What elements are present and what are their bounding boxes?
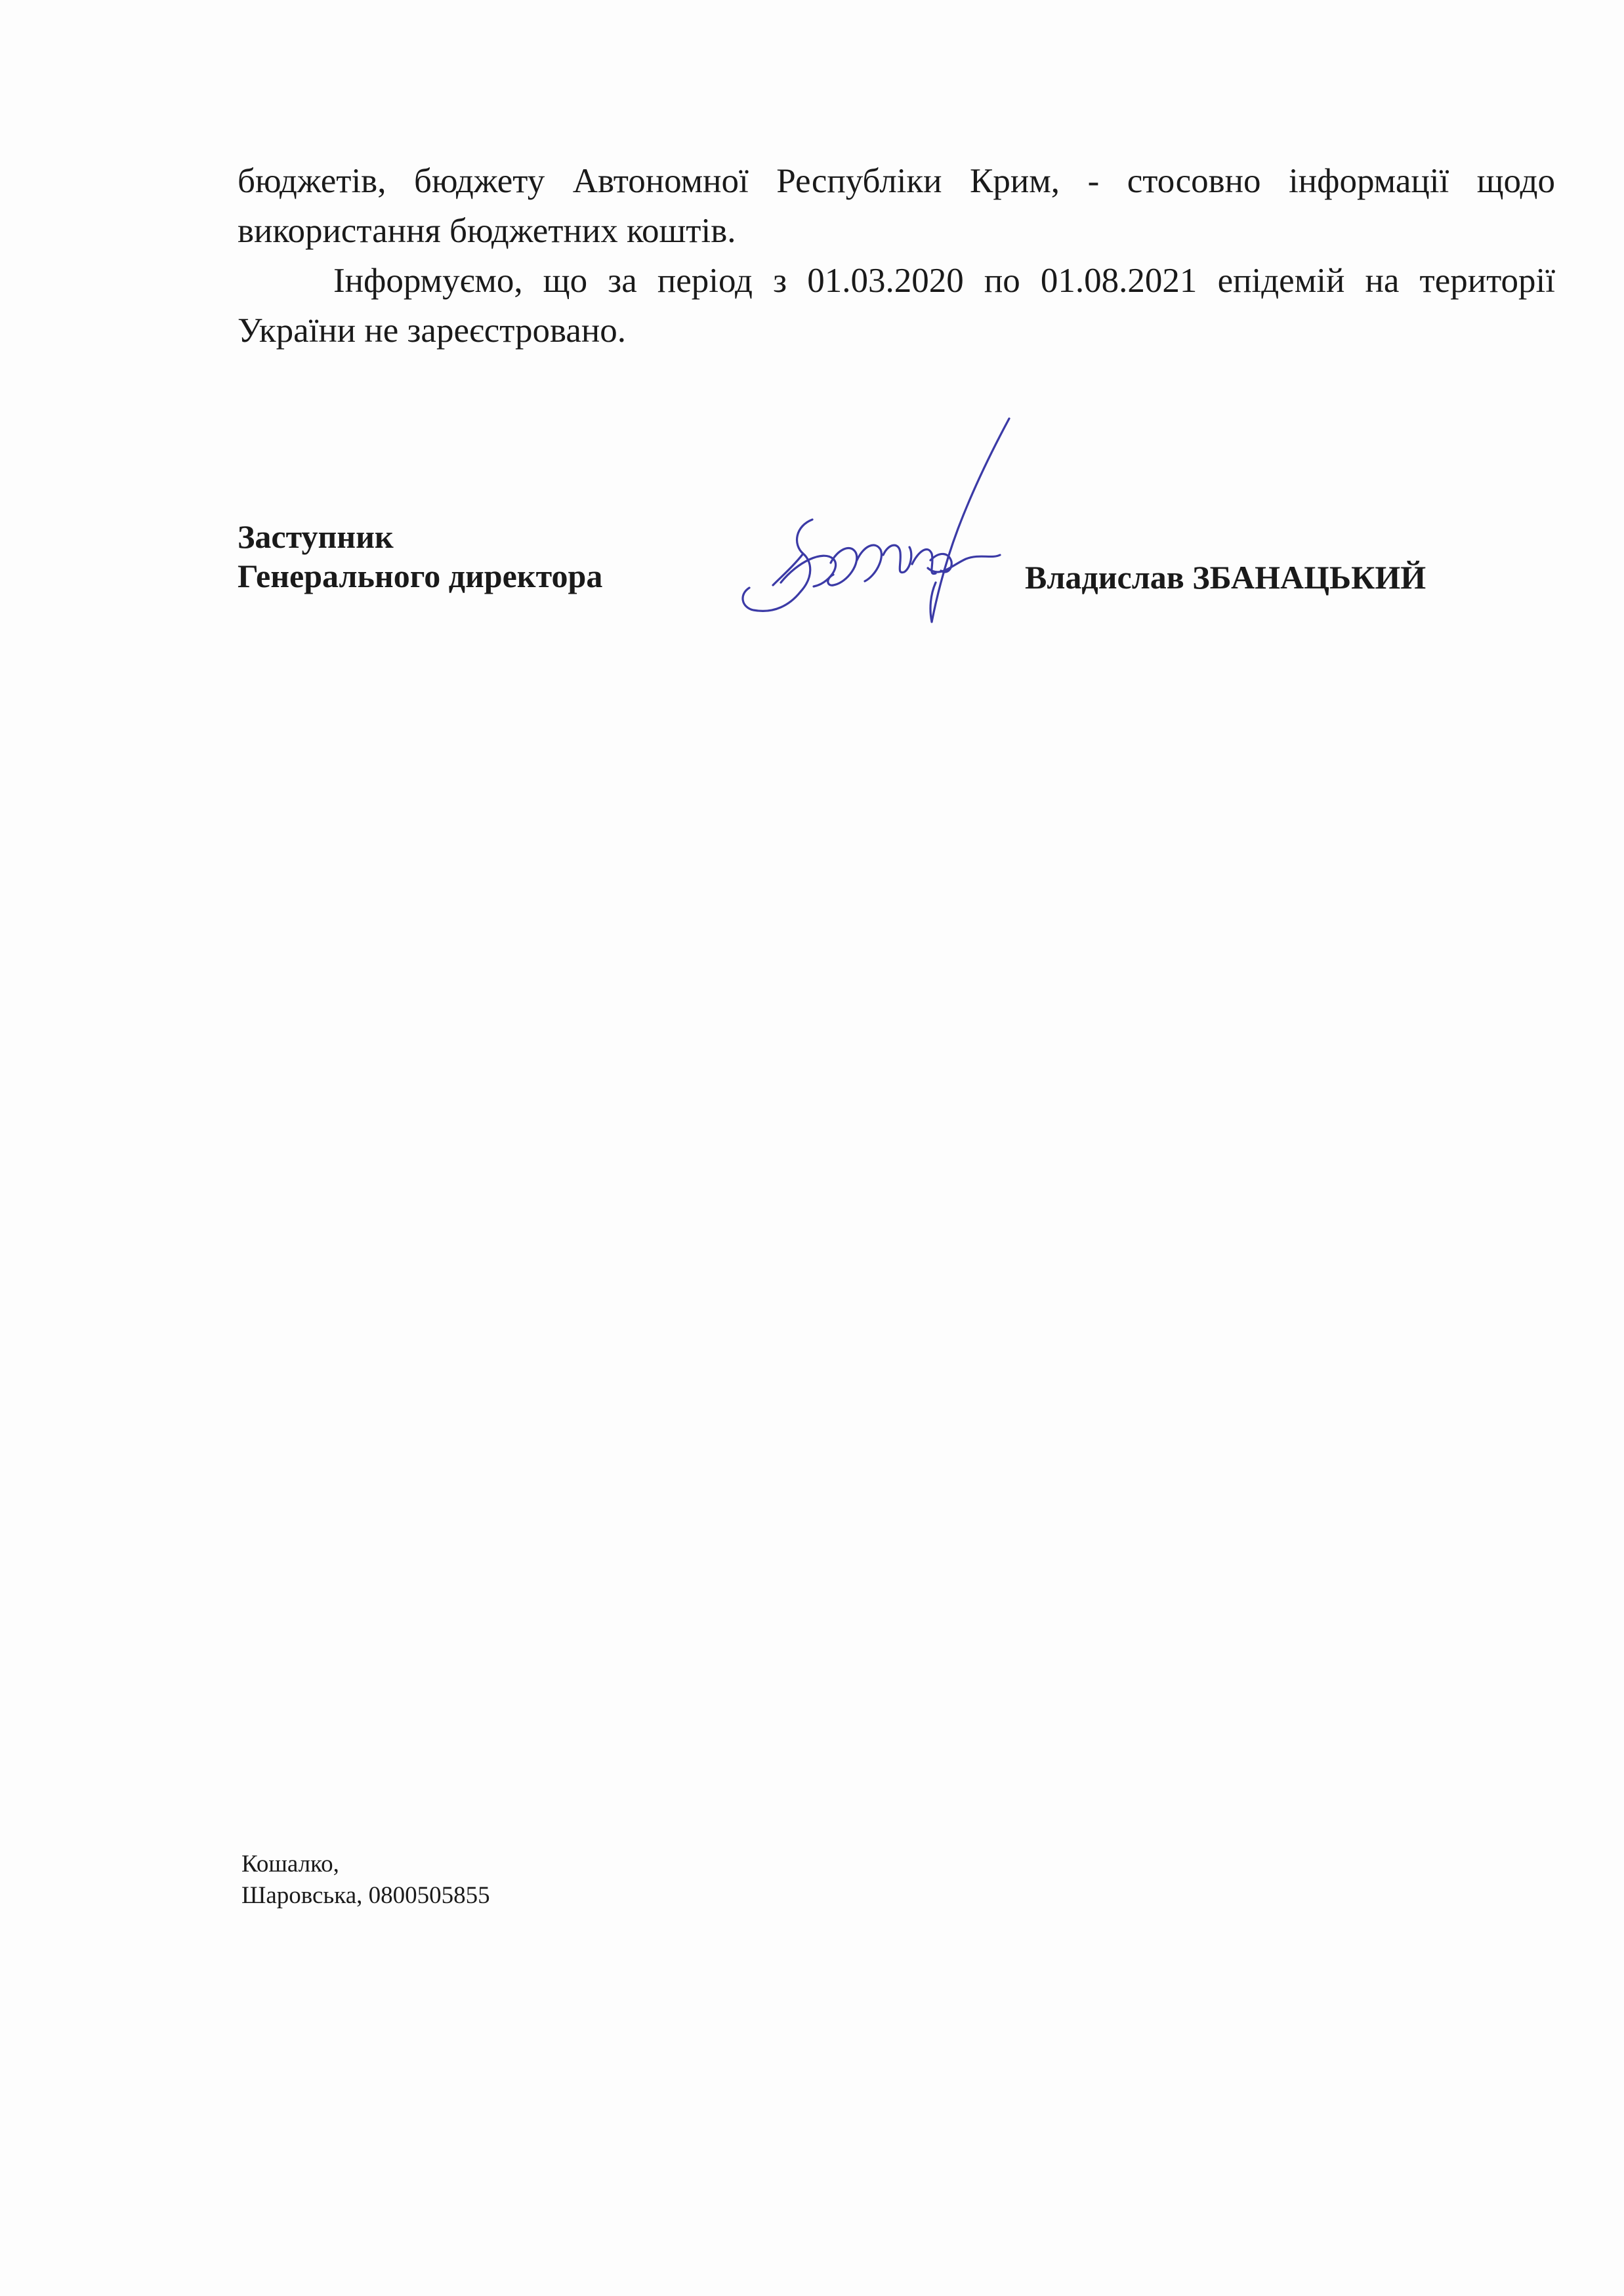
letter-body [238,156,1555,356]
signatory-name: Владислав ЗБАНАЦЬКИЙ [1025,559,1426,596]
executor-line-2: Шаровська, 0800505855 [241,1882,490,1909]
signatory-title-line-1: Заступник [238,518,394,555]
signatory-title-line-2: Генерального директора [238,558,603,594]
paragraph-epidemics-info: Інформуємо, що за період з 01.03.2020 по 01.08.2021 епідемій на території України не зареєстровано. [238,262,1555,350]
executor-info [241,1849,490,1912]
paragraph-budget-info: бюджетів, бюджету Автономної Республіки Крим, - стосовно інформації щодо використання бюджетних коштів. [238,162,1555,250]
signatory-title [238,517,602,596]
handwritten-signature [735,413,1024,643]
executor-line-1: Кошалко, [241,1851,339,1877]
